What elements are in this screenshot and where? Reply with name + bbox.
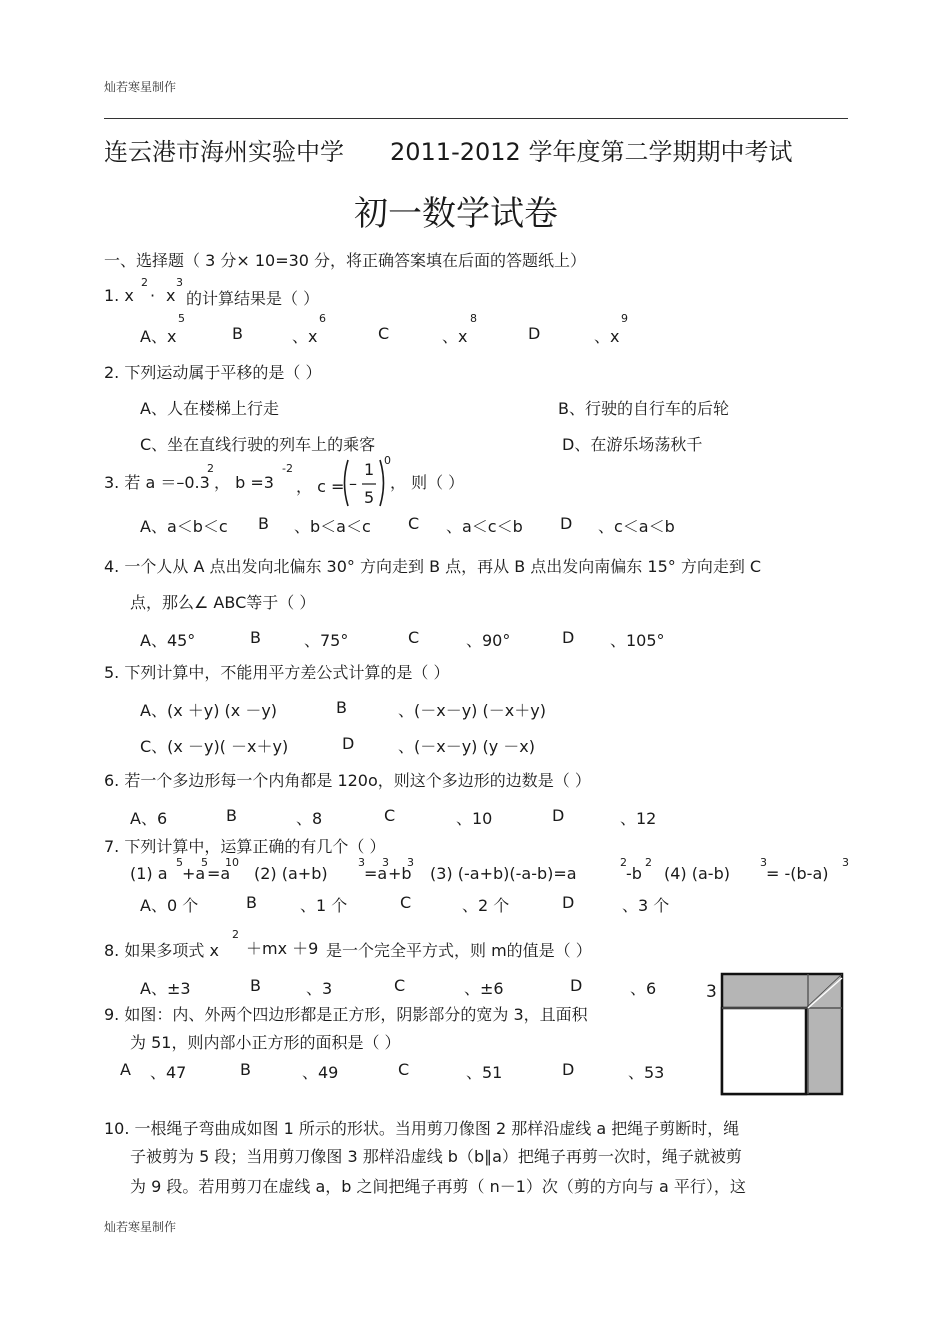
- q3-b: ， b =3: [214, 473, 274, 492]
- q9-option-c: 、51: [466, 1063, 503, 1082]
- q1-dot: ·: [150, 286, 156, 305]
- q4-line2: 点，那么∠ ABC等于（ ）: [130, 593, 316, 612]
- q9-option-c-letter: C: [398, 1060, 410, 1079]
- q3-frac-top: 1: [364, 460, 375, 479]
- q4-line1: 4. 一个人从 A 点出发向北偏东 30° 方向走到 B 点，再从 B 点出发向南偏东 15° 方向走到 C: [104, 557, 762, 576]
- q7-option-b-letter: B: [246, 893, 257, 912]
- q2-stem: 2. 下列运动属于平移的是（ ）: [104, 363, 322, 382]
- q1-x: x: [166, 286, 176, 305]
- q7-part2-a: (2) (a+b): [254, 864, 328, 883]
- q4-option-c-letter: C: [408, 628, 420, 647]
- q3-option-d: 、c＜a＜b: [598, 517, 675, 536]
- q8-option-b-letter: B: [250, 976, 261, 995]
- q9-line1: 9. 如图：内、外两个四边形都是正方形，阴影部分的宽为 3，且面积: [104, 1005, 588, 1024]
- q3-option-d-letter: D: [560, 514, 573, 533]
- q3-minus: –: [349, 474, 357, 493]
- q7-option-a: A、0 个: [140, 896, 199, 915]
- q9-figure: [720, 972, 844, 1096]
- q10-line3: 为 9 段。若用剪刀在虚线 a，b 之间把绳子再剪（ n－1）次（剪的方向与 a 平行），这: [130, 1177, 746, 1196]
- q1-option-b: 、x: [292, 327, 318, 346]
- q2-option-c: C、坐在直线行驶的列车上的乘客: [140, 435, 376, 454]
- q10-line1: 10. 一根绳子弯曲成如图 1 所示的形状。当用剪刀像图 2 那样沿虚线 a 把绳子剪断时，绳: [104, 1119, 740, 1138]
- header-note: 灿若寒星制作: [104, 80, 177, 94]
- footer-note: 灿若寒星制作: [104, 1220, 177, 1234]
- q9-option-a: 、47: [150, 1063, 187, 1082]
- q5-option-d-letter: D: [342, 734, 355, 753]
- q8-exp: 2: [232, 928, 239, 941]
- q8-option-b: 、3: [306, 979, 333, 998]
- q1-option-c-letter: C: [378, 324, 390, 343]
- term-title: 2011-2012 学年度第二学期期中考试: [390, 138, 793, 166]
- q3-a-exp: 2: [207, 462, 214, 475]
- header-rule: [104, 118, 848, 119]
- q7-part2-b: =a: [364, 864, 388, 883]
- q7-part1-b: +a: [182, 864, 206, 883]
- q5-option-b-letter: B: [336, 698, 347, 717]
- q1-exp2: 3: [176, 276, 183, 289]
- q1-stem-prefix: 1. x: [104, 286, 134, 305]
- q1-option-a: A、x: [140, 327, 177, 346]
- q6-option-c-letter: C: [384, 806, 396, 825]
- q7-stem: 7. 下列计算中，运算正确的有几个（ ）: [104, 837, 386, 856]
- q6-option-a: A、6: [130, 809, 168, 828]
- q7-option-b: 、1 个: [300, 896, 348, 915]
- q8-option-d-letter: D: [570, 976, 583, 995]
- q3-suffix: ， 则（ ）: [390, 473, 465, 492]
- q8-option-a: A、±3: [140, 979, 191, 998]
- q6-stem: 6. 若一个多边形每一个内角都是 120o，则这个多边形的边数是（ ）: [104, 771, 591, 790]
- q5-option-d: 、(－x－y) (y －x): [398, 737, 536, 756]
- q5-option-c: C、(x －y)( －x＋y): [140, 737, 289, 756]
- q7-part1-c: =a: [207, 864, 231, 883]
- q1-option-c: 、x: [442, 327, 468, 346]
- q7-part1-e3: 10: [225, 856, 239, 869]
- q6-option-d-letter: D: [552, 806, 565, 825]
- q4-option-d: 、105°: [610, 631, 665, 650]
- q9-option-b: 、49: [302, 1063, 339, 1082]
- q5-stem: 5. 下列计算中，不能用平方差公式计算的是（ ）: [104, 663, 450, 682]
- q1-option-d: 、x: [594, 327, 620, 346]
- q7-option-c-letter: C: [400, 893, 412, 912]
- q9-figure-label: 3: [706, 982, 717, 1002]
- q7-option-d-letter: D: [562, 893, 575, 912]
- q1-option-d-exp: 9: [621, 312, 628, 325]
- q7-option-c: 、2 个: [462, 896, 510, 915]
- q3-option-a: A、a＜b＜c: [140, 517, 228, 536]
- q8-suffix: 是一个完全平方式，则 m的值是（ ）: [326, 941, 592, 960]
- q6-option-c: 、10: [456, 809, 493, 828]
- q9-line2: 为 51，则内部小正方形的面积是（ ）: [130, 1033, 401, 1052]
- q6-option-d: 、12: [620, 809, 657, 828]
- q3-option-b: 、b＜a＜c: [294, 517, 371, 536]
- q7-part2-e2: 3: [382, 856, 389, 869]
- q6-option-b-letter: B: [226, 806, 237, 825]
- q4-option-a: A、45°: [140, 631, 196, 650]
- q7-part3-a: (3) (-a+b)(-a-b)=a: [430, 864, 577, 883]
- q9-option-d: 、53: [628, 1063, 665, 1082]
- q4-option-b: 、75°: [304, 631, 349, 650]
- q9-option-a-letter: A: [120, 1060, 131, 1079]
- q8-option-c-letter: C: [394, 976, 406, 995]
- q6-option-b: 、8: [296, 809, 323, 828]
- q4-option-b-letter: B: [250, 628, 261, 647]
- q3-b-exp: -2: [282, 462, 293, 475]
- q2-option-d: D、在游乐场荡秋千: [562, 435, 703, 454]
- q1-stem-suffix: 的计算结果是（ ）: [186, 289, 320, 308]
- q1-option-b-exp: 6: [319, 312, 326, 325]
- q7-option-d: 、3 个: [622, 896, 670, 915]
- q8-prefix: 8. 如果多项式 x: [104, 941, 219, 960]
- q5-option-a: A、(x ＋y) (x －y): [140, 701, 278, 720]
- q7-part3-e2: 2: [645, 856, 652, 869]
- q9-option-b-letter: B: [240, 1060, 251, 1079]
- q9-option-d-letter: D: [562, 1060, 575, 1079]
- q4-option-c: 、90°: [466, 631, 511, 650]
- q2-option-b: B、行驶的自行车的后轮: [558, 399, 729, 418]
- q3-c-exp: 0: [384, 454, 391, 467]
- q3-option-c-letter: C: [408, 514, 420, 533]
- q3-c: ， c =: [296, 477, 345, 496]
- q1-option-d-letter: D: [528, 324, 541, 343]
- q3-frac-bot: 5: [364, 488, 375, 507]
- q8-option-d: 、6: [630, 979, 657, 998]
- q3-option-b-letter: B: [258, 514, 269, 533]
- q7-part1-e2: 5: [201, 856, 208, 869]
- paper-title: 初一数学试卷: [354, 194, 558, 234]
- q7-part2-e1: 3: [358, 856, 365, 869]
- q7-part4-e1: 3: [760, 856, 767, 869]
- q2-option-a: A、人在楼梯上行走: [140, 399, 279, 418]
- q7-part4-b: = -(b-a): [766, 864, 829, 883]
- q3-option-c: 、a＜c＜b: [446, 517, 523, 536]
- school-title: 连云港市海州实验中学: [104, 138, 344, 166]
- q7-part2-e3: 3: [407, 856, 414, 869]
- q7-part3-e1: 2: [620, 856, 627, 869]
- q1-option-c-exp: 8: [470, 312, 477, 325]
- q7-part1-e1: 5: [176, 856, 183, 869]
- q1-option-a-exp: 5: [178, 312, 185, 325]
- section-heading: 一、选择题（ 3 分× 10=30 分，将正确答案填在后面的答题纸上）: [104, 251, 587, 270]
- q8-option-c: 、±6: [464, 979, 504, 998]
- q5-option-b: 、(－x－y) (－x＋y): [398, 701, 546, 720]
- q1-option-b-letter: B: [232, 324, 243, 343]
- q7-part2-c: +b: [388, 864, 412, 883]
- q1-exp1: 2: [141, 276, 148, 289]
- q3-prefix: 3. 若 a ＝–0.3: [104, 473, 210, 492]
- q7-part4-a: (4) (a-b): [664, 864, 730, 883]
- q7-part4-e2: 3: [842, 856, 849, 869]
- q10-line2: 子被剪为 5 段；当用剪刀像图 3 那样沿虚线 b（b∥a）把绳子再剪一次时，绳子就被剪: [130, 1147, 742, 1166]
- q7-part3-b: -b: [626, 864, 642, 883]
- q4-option-d-letter: D: [562, 628, 575, 647]
- q8-mid: ＋mx ＋9: [246, 939, 319, 958]
- q7-part1-a: (1) a: [130, 864, 168, 883]
